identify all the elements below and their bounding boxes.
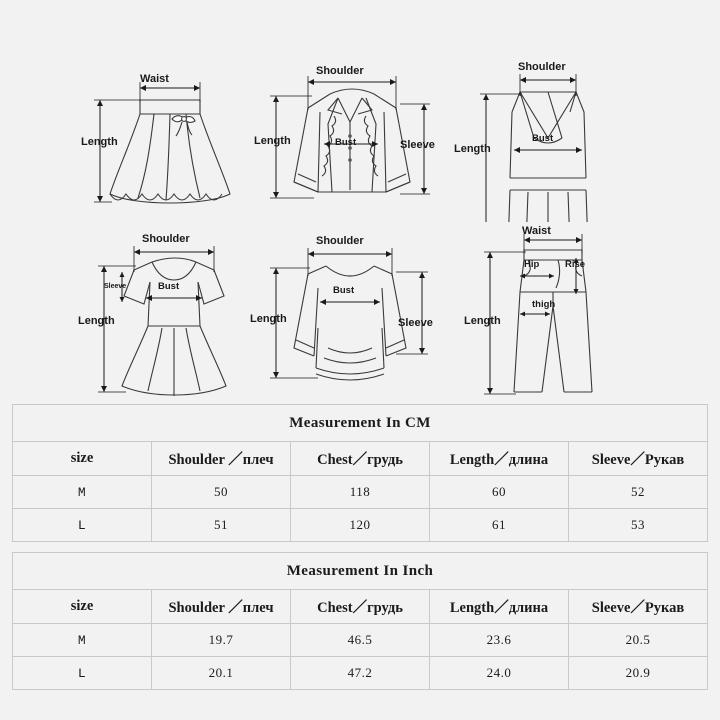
diagram-blazer bbox=[250, 52, 450, 227]
pants-rise-label: Rise bbox=[565, 259, 586, 270]
cell-length: 61 bbox=[430, 509, 569, 542]
cell-length: 23.6 bbox=[430, 624, 569, 657]
dress-bust-label: Bust bbox=[158, 281, 180, 292]
pants-hip-label: Hip bbox=[524, 259, 540, 270]
header-shoulder: Shoulder ／плеч bbox=[152, 590, 291, 624]
cell-size: M bbox=[13, 624, 152, 657]
table-title-cm: Measurement In CM bbox=[13, 405, 708, 442]
cell-chest: 47.2 bbox=[291, 657, 430, 690]
cell-size: M bbox=[13, 476, 152, 509]
pants-illustration bbox=[462, 225, 642, 400]
cell-shoulder: 19.7 bbox=[152, 624, 291, 657]
measurement-table-inch bbox=[12, 552, 708, 690]
skirt-waist-label: Waist bbox=[140, 73, 169, 85]
table-title-row bbox=[13, 553, 708, 590]
cell-sleeve: 20.5 bbox=[569, 624, 708, 657]
pants-length-label: Length bbox=[464, 315, 501, 327]
dress-illustration bbox=[78, 228, 258, 400]
cell-shoulder: 51 bbox=[152, 509, 291, 542]
cell-sleeve: 52 bbox=[569, 476, 708, 509]
top-length-label: Length bbox=[250, 313, 287, 325]
pants-thigh-label: thigh bbox=[532, 299, 556, 310]
cell-sleeve: 20.9 bbox=[569, 657, 708, 690]
table-row bbox=[13, 624, 708, 657]
header-size: size bbox=[13, 590, 152, 624]
table-header-row bbox=[13, 590, 708, 624]
header-chest: Chest／грудь bbox=[291, 442, 430, 476]
measurement-tables bbox=[12, 404, 708, 690]
measurement-table-cm bbox=[12, 404, 708, 542]
table-row bbox=[13, 657, 708, 690]
table-header-row bbox=[13, 442, 708, 476]
table-gap bbox=[12, 542, 708, 552]
dress-sleeve-label: Sleeve bbox=[104, 283, 127, 290]
top-shoulder-label: Shoulder bbox=[316, 235, 364, 247]
cell-chest: 46.5 bbox=[291, 624, 430, 657]
cell-chest: 120 bbox=[291, 509, 430, 542]
cell-shoulder: 50 bbox=[152, 476, 291, 509]
table-row bbox=[13, 476, 708, 509]
camisole-shoulder-label: Shoulder bbox=[518, 61, 566, 73]
table-row bbox=[13, 509, 708, 542]
cell-chest: 118 bbox=[291, 476, 430, 509]
header-shoulder: Shoulder ／плеч bbox=[152, 442, 291, 476]
blazer-bust-label: Bust bbox=[335, 137, 357, 148]
dress-length-label: Length bbox=[78, 315, 115, 327]
header-sleeve: Sleeve／Рукав bbox=[569, 590, 708, 624]
camisole-bust-label: Bust bbox=[532, 133, 554, 144]
camisole-length-label: Length bbox=[454, 143, 491, 155]
top-bust-label: Bust bbox=[333, 285, 355, 296]
blazer-sleeve-label: Sleeve bbox=[400, 139, 435, 151]
blazer-shoulder-label: Shoulder bbox=[316, 65, 364, 77]
header-sleeve: Sleeve／Рукав bbox=[569, 442, 708, 476]
cell-length: 60 bbox=[430, 476, 569, 509]
diagram-skirt bbox=[78, 52, 248, 222]
pants-waist-label: Waist bbox=[522, 225, 551, 237]
top-sleeve-label: Sleeve bbox=[398, 317, 433, 329]
table-title-row bbox=[13, 405, 708, 442]
cell-size: L bbox=[13, 509, 152, 542]
dress-shoulder-label: Shoulder bbox=[142, 233, 190, 245]
diagram-pants bbox=[462, 225, 642, 400]
diagram-camisole bbox=[452, 52, 632, 222]
cell-sleeve: 53 bbox=[569, 509, 708, 542]
blazer-length-label: Length bbox=[254, 135, 291, 147]
cell-shoulder: 20.1 bbox=[152, 657, 291, 690]
diagram-top bbox=[250, 228, 450, 400]
header-length: Length／длина bbox=[430, 590, 569, 624]
table-title-inch: Measurement In Inch bbox=[13, 553, 708, 590]
header-size: size bbox=[13, 442, 152, 476]
cell-length: 24.0 bbox=[430, 657, 569, 690]
header-length: Length／длина bbox=[430, 442, 569, 476]
cell-size: L bbox=[13, 657, 152, 690]
header-chest: Chest／грудь bbox=[291, 590, 430, 624]
skirt-length-label: Length bbox=[81, 136, 118, 148]
diagram-dress bbox=[78, 228, 258, 400]
